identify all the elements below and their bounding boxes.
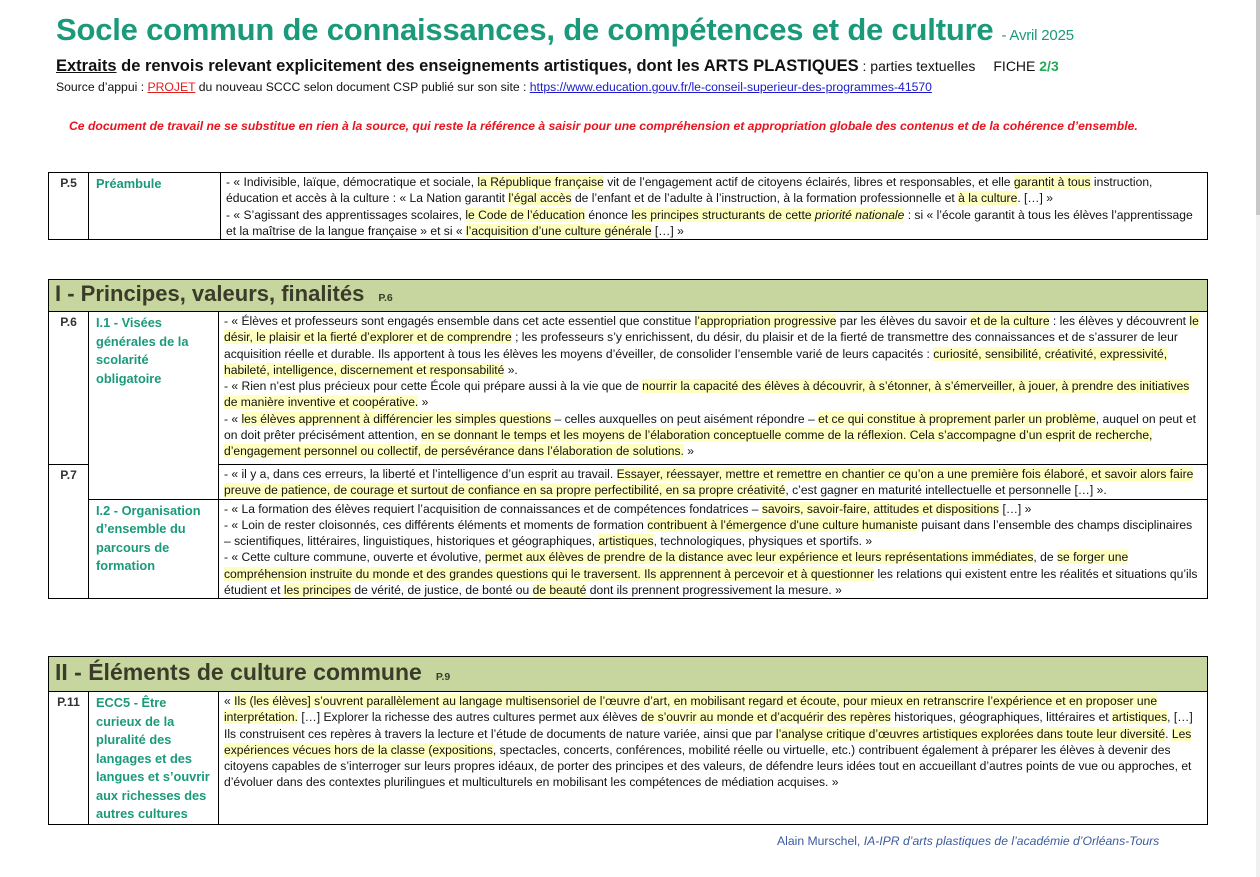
section-header [49, 657, 1208, 692]
row-title: I.1 - Visées générales de la scolarité obligatoire [89, 312, 219, 500]
excerpt-text [221, 173, 1208, 240]
section-heading: I - Principes, valeurs, finalités [55, 281, 365, 307]
fiche-number: 2/3 [1039, 58, 1059, 74]
excerpt-text [219, 499, 1208, 599]
vertical-scrollbar[interactable] [1256, 0, 1260, 877]
excerpt-paragraph: « Ils (les élèves] s’ouvrent parallèlement au langage multisensoriel de l’œuvre d’art, en mobilisant regard et écoute, pour mieux en retranscrire l’expérience et en proposer une interprétation. […] Explorer la richesse des autres cultures permet aux élèves de s’ouvrir au monde et d’acquérir des repères historiques, géographiques, littéraires et artistiques, […] Ils construisent ces repères à travers la lecture et l’étude de documents de nature variée, ainsi que par l’analyse critique d’œuvres artistiques explorées dans toute leur diversité. Les expériences vécues hors de la classe (expositions, spectacles, concerts, conférences, mobilité réelle ou virtuelle, etc.) contribuent également à préparer les élèves à devenir des citoyens capables de s’interroger sur leurs propres idéaux, de porter des principes et des valeurs, de défendre leurs idées tout en accueillant d’autres points de vue ou approches, et d’évoluer dans des contextes plurilingues et multiculturels en mobilisant les compétences de médiation acquises. » [224, 694, 1193, 790]
fiche-label: FICHE 2/3 [993, 58, 1059, 74]
section1-table [48, 279, 1208, 599]
section-page-ref: P.9 [435, 671, 451, 684]
author-name: Alain Murschel, [777, 834, 864, 848]
subtitle-suffix: : parties textuelles [858, 58, 976, 74]
page-ref: P.6 [49, 312, 89, 465]
table-row [49, 692, 1208, 825]
excerpt-paragraph: - « Rien n’est plus précieux pour cette École qui prépare aussi à la vie que de nourrir la capacité des élèves à découvrir, à s’étonner, à s’émerveiller, à jouer, à prendre des initiatives de manière inventive et coopérative. » [224, 379, 1190, 410]
excerpt-paragraph: - « Indivisible, laïque, démocratique et sociale, la République française vit de l’engagement actif de citoyens éclairés, libres et responsables, et elle garantit à tous instruction, éducation et accès à la culture : « La Nation garantit l’égal accès de l’enfant et de l’adulte à l’instruction, à la formation professionnelle et à la culture. […] » [226, 175, 1153, 206]
page-ref: P.11 [49, 692, 89, 825]
table-row [49, 312, 1208, 465]
table-row [49, 499, 1208, 599]
projet-label: PROJET [147, 80, 196, 94]
page-subtitle [56, 57, 1059, 76]
row-title: I.2 - Organisation d’ensemble du parcours de formation [89, 499, 219, 599]
source-line: Source d’appui : PROJET du nouveau SCCC selon document CSP publié sur son site : https://www.education.gouv.fr/le-conseil-superieur-des-programmes-41570 [56, 80, 932, 94]
author-role: IA-IPR d’arts plastiques de l’académie d’Orléans-Tours [863, 834, 1160, 848]
table-row [49, 465, 1208, 500]
excerpt-paragraph: - « S’agissant des apprentissages scolaires, le Code de l’éducation énonce les principes structurants de cette priorité nationale : si « l’école garantit à tous les élèves l’apprentissage et la maîtrise de la langue française » et si « l’acquisition d’une culture générale […] » [226, 207, 1193, 238]
preamble-table [48, 172, 1208, 240]
excerpt-paragraph: - « La formation des élèves requiert l’acquisition de connaissances et de compétences fondatrices – savoirs, savoir-faire, attitudes et dispositions […] » [224, 501, 1032, 516]
subtitle-underlined: Extraits [56, 57, 117, 75]
section-page-ref: P.6 [378, 292, 393, 305]
excerpt-text [219, 465, 1208, 500]
page-ref: P.5 [49, 173, 89, 240]
excerpt-text [219, 312, 1208, 465]
source-link[interactable]: https://www.education.gouv.fr/le-conseil-superieur-des-programmes-41570 [529, 80, 932, 94]
excerpt-paragraph: - « les élèves apprennent à différencier les simples questions – celles auxquelles on peut aisément répondre – et ce qui constitue à proprement parler un problème, auquel on peut et on doit prêter précisément attention, en se donnant le temps et les moyens de l’élaboration conceptuelle comme de la réflexion. Cela s’accompagne d’un esprit de recherche, d’engagement personnel ou collectif, de persévérance dans l’élaboration de solutions. » [224, 411, 1196, 459]
author-footer [777, 834, 1159, 848]
excerpt-text [219, 692, 1208, 825]
excerpt-paragraph: - « Cette culture commune, ouverte et évolutive, permet aux élèves de prendre de la distance avec leur expérience et leurs représentations immédiates, de se forger une compréhension instruite du monde et des grandes questions qui le traversent. Ils apprennent à percevoir et à questionner les relations qui existent entre les réalités et situations qu’ils étudient et les principes de vérité, de justice, de bonté ou de beauté dont ils prennent progressivement la mesure. » [224, 550, 1198, 598]
excerpt-paragraph: - « Loin de rester cloisonnés, ces différents éléments et moments de formation contribuent à l’émergence d'une culture humaniste puisant dans l’ensemble des champs disciplinaires – scientifiques, littéraires, linguistiques, historiques et géographiques, artistiques, technologiques, physiques et sportifs. » [224, 517, 1193, 549]
section-heading: II - Éléments de culture commune [55, 659, 422, 686]
title-date: - Avril 2025 [1001, 27, 1074, 44]
excerpt-paragraph: - « il y a, dans ces erreurs, la liberté et l’intelligence d’un esprit au travail. Essayer, réessayer, mettre et remettre en chantier ce qu’on a une première fois élaboré, et savoir alors faire preuve de patience, de courage et surtout de confiance en sa propre perfectibilité, en sa propre créativité, c’est gagner en maturité intellectuelle et personnelle […] ». [224, 467, 1194, 498]
row-title: ECC5 - Être curieux de la pluralité des langages et des langues et s’ouvrir aux richesses des autres cultures [89, 692, 219, 825]
page-ref: P.7 [49, 465, 89, 599]
excerpt-paragraph: - « Élèves et professeurs sont engagés ensemble dans cet acte essentiel que constitue l’appropriation progressive par les élèves du savoir et de la culture : les élèves y découvrent le désir, le plaisir et la fierté d’explorer et de comprendre ; les professeurs s’y enrichissent, du désir, du plaisir et de la fierté de transmettre des connaissances et de s’assurer de leur acquisition réelle et durable. Ils apportent à tous les élèves les moyens d’éveiller, de consolider l’ensemble varié de leurs capacités : curiosité, sensibilité, créativité, expressivité, habileté, intelligence, discernement et responsabilité ». [224, 314, 1199, 377]
scrollbar-thumb[interactable] [1256, 0, 1260, 215]
section-header [49, 280, 1208, 312]
warning-notice: Ce document de travail ne se substitue en rien à la source, qui reste la référence à saisir pour une compréhension et appropriation globale des contenus et de la cohérence d’ensemble. [69, 119, 1138, 133]
table-row [49, 173, 1208, 240]
section2-table [48, 656, 1208, 825]
page-title [56, 12, 1074, 48]
title-text: Socle commun de connaissances, de compétences et de culture [56, 12, 994, 47]
subtitle-main: de renvois relevant explicitement des enseignements artistiques, dont les ARTS PLASTIQUES [116, 57, 859, 75]
row-title: Préambule [89, 173, 221, 240]
